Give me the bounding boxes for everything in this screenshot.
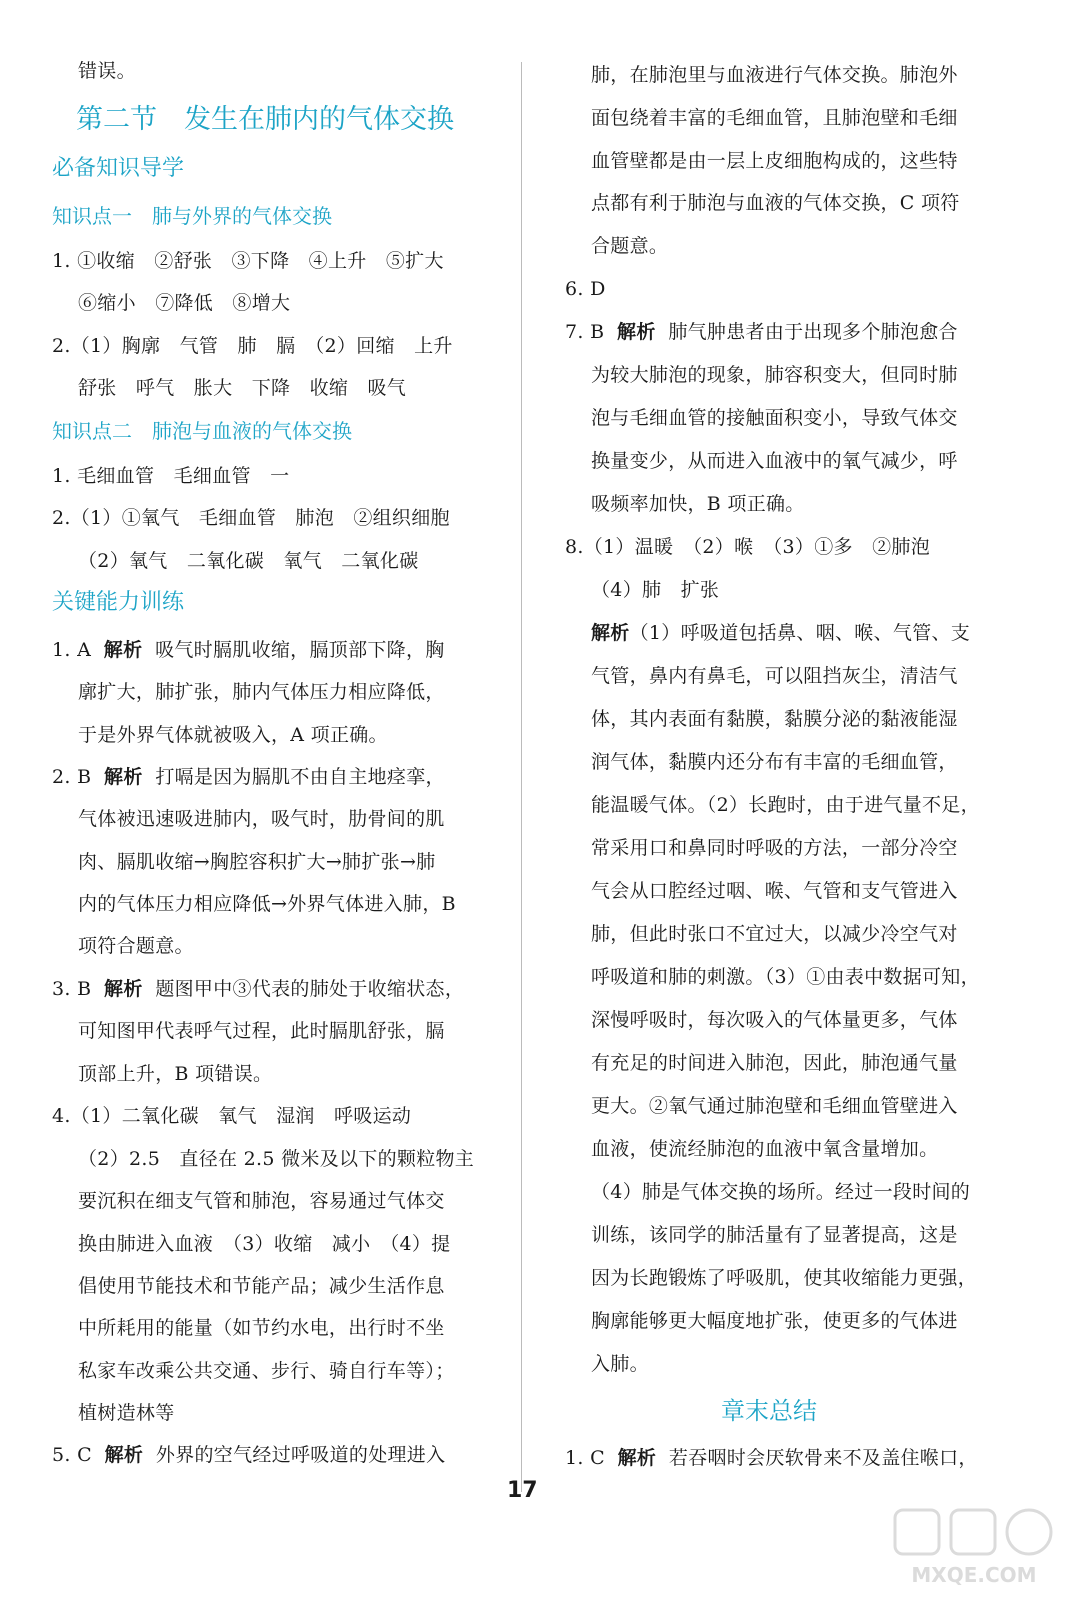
text-line: 吸频率加快，B 项正确。 (591, 493, 805, 515)
text-line: 常采用口和鼻同时呼吸的方法，一部分冷空 (591, 837, 958, 859)
text-line: 顶部上升，B 项错误。 (78, 1063, 273, 1085)
text-line: 呼吸道和肺的刺激。（3）①由表中数据可知， (591, 966, 980, 988)
text-line: 1. ①收缩 ②舒张 ③下降 ④上升 ⑤扩大 (52, 250, 444, 272)
text-line: （4）肺 扩张 (591, 579, 720, 601)
text-line: （2）2.5 直径在 2.5 微米及以下的颗粒物主 (78, 1148, 475, 1170)
text-line: 气管，鼻内有鼻毛，可以阻挡灰尘，清洁气 (591, 665, 958, 687)
answer-q1: 1. A 解析 吸气时膈肌收缩，膈顶部下降，胸 (52, 639, 445, 661)
text-line: 1. 毛细血管 毛细血管 一 (52, 465, 290, 487)
text-line: 内的气体压力相应降低→外界气体进入肺，B (78, 893, 456, 915)
text-line: 错误。 (78, 60, 136, 82)
text-line: （4）肺是气体交换的场所。经过一段时间的 (591, 1181, 971, 1203)
text-line: 点都有利于肺泡与血液的气体交换，C 项符 (591, 192, 960, 214)
text-line: 为较大肺泡的现象，肺容积变大，但同时肺 (591, 364, 958, 386)
text-line: 于是外界气体就被吸入，A 项正确。 (78, 724, 388, 746)
column-divider (521, 62, 522, 1492)
answer-q5: 5. C 解析 外界的空气经过呼吸道的处理进入 (52, 1444, 446, 1466)
analysis-q8: 解析（1）呼吸道包括鼻、咽、喉、气管、支 (591, 622, 971, 644)
text-line: 合题意。 (591, 235, 669, 257)
section-title: 第二节 发生在肺内的气体交换 (76, 104, 454, 135)
guide-heading: 必备知识导学 (52, 156, 185, 181)
text-line: 要沉积在细支气管和肺泡，容易通过气体交 (78, 1190, 445, 1212)
text-line: 血管壁都是由一层上皮细胞构成的，这些特 (591, 150, 958, 172)
kp2-heading: 知识点二 肺泡与血液的气体交换 (52, 419, 352, 443)
analysis-label: 解析 (104, 766, 143, 788)
analysis-label: 解析 (104, 1444, 144, 1466)
answer-q3: 3. B 解析 题图甲中③代表的肺处于收缩状态， (52, 978, 465, 1000)
text-line: 训练，该同学的肺活量有了显著提高，这是 (591, 1224, 958, 1246)
answer-q6: 6. D (565, 278, 606, 300)
watermark-text: MXQE.COM (911, 1563, 1037, 1587)
text-line: 中所耗用的能量（如节约水电，出行时不坐 (78, 1317, 445, 1339)
text-line: 更大。②氧气通过肺泡壁和毛细血管壁进入 (591, 1095, 958, 1117)
analysis-label: 解析 (591, 622, 630, 644)
analysis-label: 解析 (617, 321, 656, 343)
text-line: 可知图甲代表呼气过程，此时膈肌舒张，膈 (78, 1020, 445, 1042)
text-line: 气会从口腔经过咽、喉、气管和支气管进入 (591, 880, 958, 902)
text-line: 舒张 呼气 胀大 下降 收缩 吸气 (78, 377, 407, 399)
text-line: 私家车改乘公共交通、步行、骑自行车等）； (78, 1360, 455, 1382)
text-line: 体，其内表面有黏膜，黏膜分泌的黏液能湿 (591, 708, 958, 730)
text-line: 血液，使流经肺泡的血液中氧含量增加。 (591, 1138, 939, 1160)
text-line: 2.（1）胸廓 气管 肺 膈 （2）回缩 上升 (52, 335, 453, 357)
text-line: 润气体，黏膜内还分布有丰富的毛细血管， (591, 751, 958, 773)
text-line: 能温暖气体。（2）长跑时，由于进气量不足， (591, 794, 980, 816)
answer-q2: 2. B 解析 打嗝是因为膈肌不由自主地痉挛， (52, 766, 445, 788)
text-line: 入肺。 (591, 1353, 649, 1375)
text-line: 换由肺进入血液 （3）收缩 减小 （4）提 (78, 1233, 451, 1255)
answer-summary-q1: 1. C 解析 若吞咽时会厌软骨来不及盖住喉口， (565, 1447, 978, 1469)
analysis-label: 解析 (103, 639, 143, 661)
text-line: 廓扩大，肺扩张，肺内气体压力相应降低， (78, 681, 445, 703)
kp1-heading: 知识点一 肺与外界的气体交换 (52, 204, 332, 228)
text-line: 项符合题意。 (78, 935, 194, 957)
answer-q8: 8.（1）温暖 （2）喉 （3）①多 ②肺泡 (565, 536, 930, 558)
text-line: 深慢呼吸时，每次吸入的气体量更多，气体 (591, 1009, 958, 1031)
text-line: 植树造林等 (78, 1402, 175, 1424)
text-line: 肉、膈肌收缩→胸腔容积扩大→肺扩张→肺 (78, 851, 436, 873)
watermark-logo (889, 1502, 1059, 1592)
text-line: 胸廓能够更大幅度地扩张，使更多的气体进 (591, 1310, 958, 1332)
analysis-label: 解析 (104, 978, 143, 1000)
answer-q7: 7. B 解析 肺气肿患者由于出现多个肺泡愈合 (565, 321, 958, 343)
text-line: 换量变少，从而进入血液中的氧气减少，呼 (591, 450, 958, 472)
text-line: 肺，在肺泡里与血液进行气体交换。肺泡外 (591, 64, 958, 86)
text-line: ⑥缩小 ⑦降低 ⑧增大 (78, 292, 291, 314)
text-line: 倡使用节能技术和节能产品；减少生活作息 (78, 1275, 445, 1297)
text-line: 气体被迅速吸进肺内，吸气时，肋骨间的肌 (78, 808, 445, 830)
text-line: 2.（1）①氧气 毛细血管 肺泡 ②组织细胞 (52, 507, 450, 529)
analysis-label: 解析 (617, 1447, 657, 1469)
text-line: 有充足的时间进入肺泡，因此，肺泡通气量 (591, 1052, 958, 1074)
text-line: 因为长跑锻炼了呼吸肌，使其收缩能力更强， (591, 1267, 978, 1289)
page-number: 17 (507, 1478, 538, 1503)
text-line: 面包绕着丰富的毛细血管，且肺泡壁和毛细 (591, 107, 958, 129)
train-heading: 关键能力训练 (52, 590, 185, 615)
text-line: （2）氧气 二氧化碳 氧气 二氧化碳 (78, 550, 419, 572)
text-line: 肺，但此时张口不宜过大，以减少冷空气对 (591, 923, 958, 945)
answer-q4: 4.（1）二氧化碳 氧气 湿润 呼吸运动 (52, 1105, 412, 1127)
summary-heading: 章末总结 (721, 1397, 817, 1425)
text-line: 泡与毛细血管的接触面积变小，导致气体交 (591, 407, 958, 429)
